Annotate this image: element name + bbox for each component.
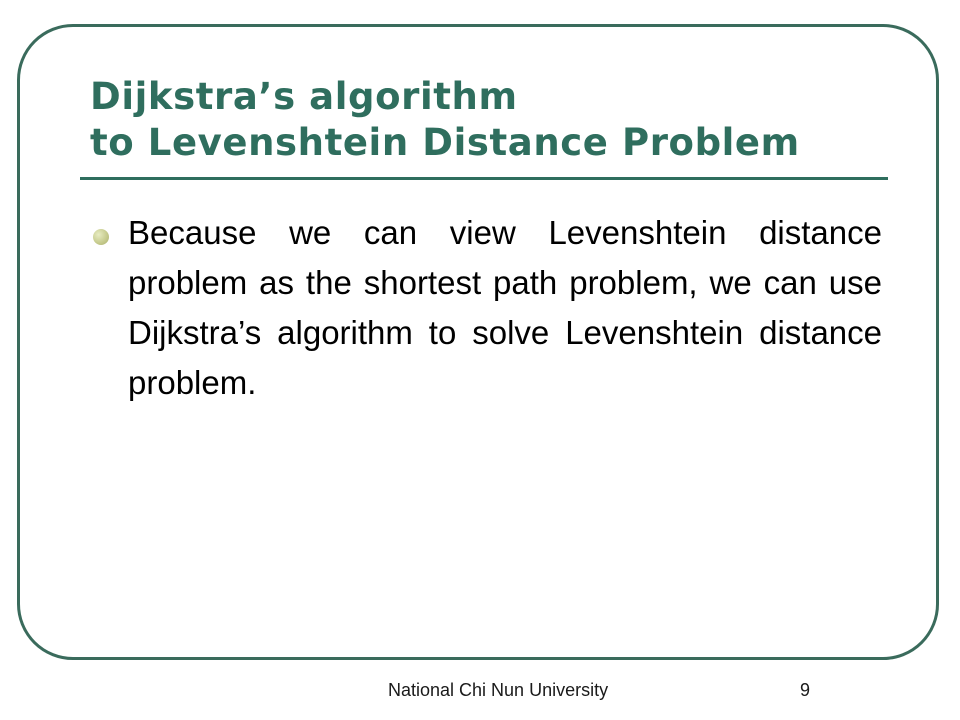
- bullet-list: [92, 208, 882, 408]
- slide-title-line-1: Dijkstra’s algorithm: [90, 75, 518, 118]
- bullet-text: Because we can view Levenshtein distance problem as the shortest path problem, we can use Dijkstra’s algorithm to solve Levenshtein distance problem.: [128, 214, 882, 401]
- slide-title: [90, 74, 800, 166]
- page-number: 9: [800, 680, 811, 700]
- bullet-item: [92, 208, 882, 408]
- footer-text: National Chi Nun University: [388, 680, 609, 700]
- slide-title-line-2: to Levenshtein Distance Problem: [90, 121, 800, 164]
- title-underline: [80, 177, 888, 180]
- bullet-dot-icon: [93, 229, 109, 245]
